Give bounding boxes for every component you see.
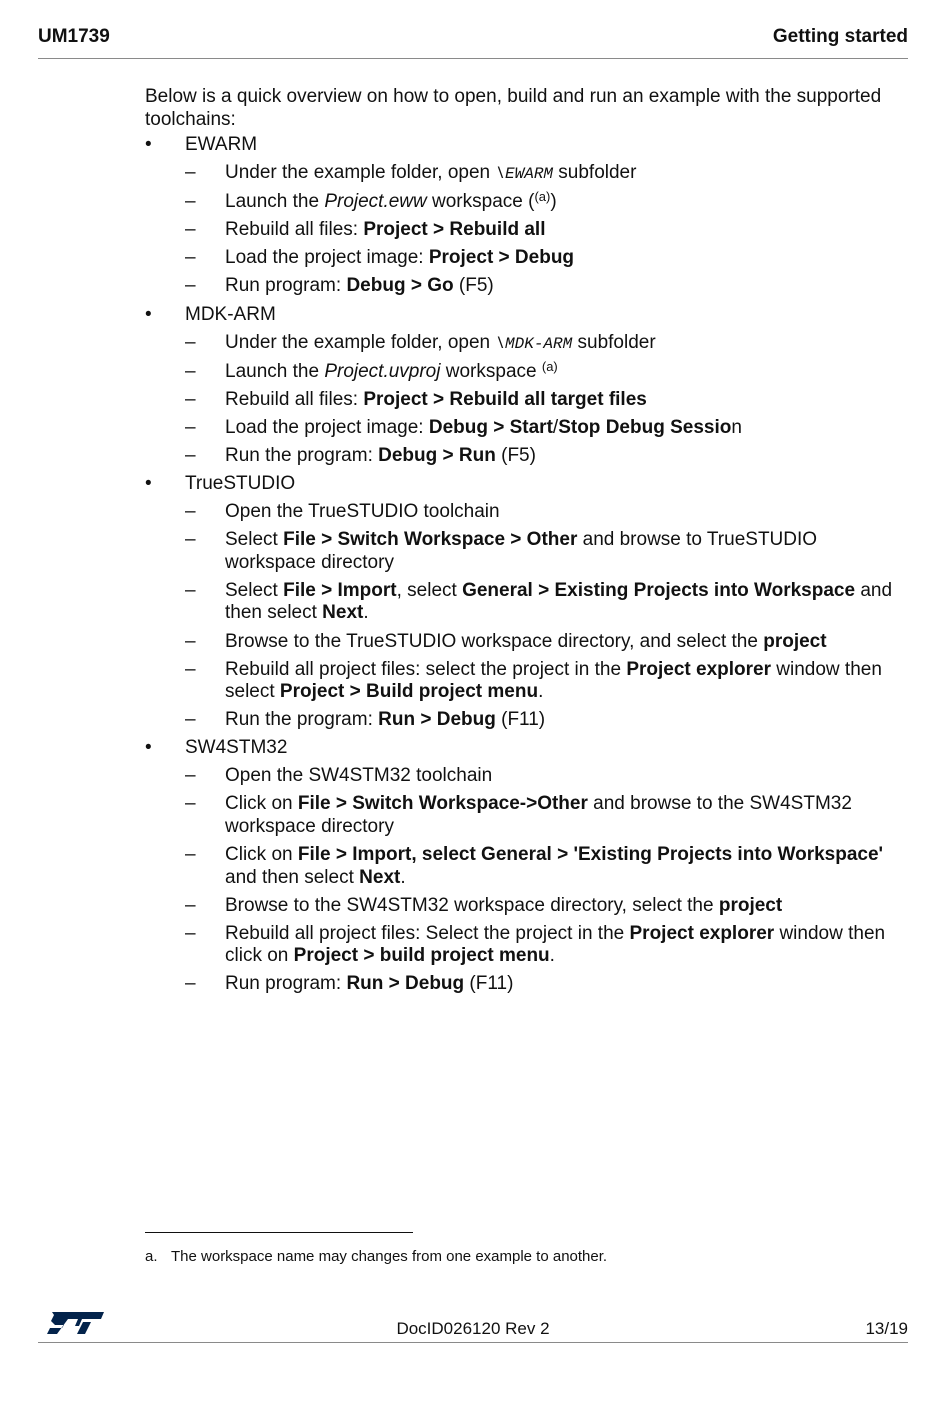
step-text: ) (550, 191, 557, 213)
dash-mark: – (185, 844, 196, 866)
step-item (145, 973, 907, 996)
step-text: Browse to the TrueSTUDIO workspace directory, and select the (225, 630, 764, 652)
menu-path-text: Stop Debug Sessio (558, 416, 732, 438)
step-item (145, 358, 907, 384)
footnote-text: The workspace name may changes from one example to another. (171, 1248, 608, 1265)
step-list (185, 501, 907, 731)
step-item (145, 709, 907, 732)
menu-path-text: Project > Build project menu (279, 681, 539, 703)
step-text: Load the project image: (225, 247, 429, 269)
step-text: Project.uvproj (324, 360, 441, 382)
step-text: and then select (225, 579, 893, 624)
toolchain-name: SW4STM32 (185, 737, 288, 759)
dash-mark: – (185, 529, 196, 551)
step-item (145, 247, 907, 270)
menu-path-text: Project > Debug (428, 247, 575, 269)
folder-name: \MDK-ARM (495, 334, 573, 353)
step-text: Run program: (225, 973, 347, 995)
step-text: (F11) (495, 709, 546, 731)
menu-path-text: Project > build project menu (293, 945, 550, 967)
menu-path-text: Debug > Start (428, 416, 553, 438)
step-text: , select (396, 579, 463, 601)
step-text: Project.eww (324, 191, 427, 213)
step-text: Launch the (225, 191, 325, 213)
step-text: Select (225, 579, 284, 601)
menu-path-text: Debug > Run (378, 445, 496, 467)
step-item (145, 631, 907, 654)
step-text: and browse to TrueSTUDIO workspace directory (225, 529, 818, 573)
toolchain-item (145, 473, 907, 732)
dash-mark: – (185, 360, 196, 382)
step-text: and browse to the SW4STM32 workspace directory (225, 793, 852, 837)
dash-mark: – (185, 247, 196, 269)
menu-path-text: Project > Rebuild all (363, 219, 546, 241)
menu-path-text: File > Switch Workspace->Other (297, 793, 588, 815)
dash-mark: – (185, 630, 196, 652)
step-text: Select (225, 529, 284, 551)
step-text: / (552, 416, 559, 438)
step-item (145, 445, 907, 468)
step-text: (F11) (464, 973, 514, 995)
step-item (145, 275, 907, 298)
dash-mark: – (185, 416, 196, 438)
step-text: Open the TrueSTUDIO toolchain (225, 501, 500, 523)
menu-path-text: Run > Debug (346, 973, 465, 995)
step-list (185, 162, 907, 298)
step-item (145, 923, 907, 968)
step-item (145, 332, 907, 356)
dash-mark: – (185, 445, 196, 467)
step-list (185, 332, 907, 468)
step-item (145, 844, 907, 889)
step-text: Browse to the SW4STM32 workspace directory, select the (225, 894, 719, 916)
footnote-divider (145, 1232, 413, 1233)
step-item (145, 501, 907, 524)
step-text: Run program: (225, 275, 347, 297)
dash-mark: – (185, 219, 196, 241)
step-text: subfolder (572, 331, 656, 353)
step-text: Under the example folder, open (225, 162, 496, 184)
dash-mark: – (185, 793, 196, 815)
step-text: Rebuild all files: (225, 388, 364, 410)
dash-mark: – (185, 922, 196, 944)
step-text: Open the SW4STM32 toolchain (225, 765, 493, 787)
step-text: . (538, 681, 544, 703)
page-number: 13/19 (865, 1319, 908, 1338)
menu-path-text: File > Switch Workspace > Other (283, 529, 578, 551)
section-title: Getting started (772, 26, 908, 47)
menu-path-text: Debug > Go (346, 275, 454, 297)
step-text: n (731, 416, 742, 438)
step-item (145, 389, 907, 412)
step-text: window then click on (225, 922, 886, 967)
step-text: (F5) (495, 445, 536, 467)
toolchain-list (145, 134, 907, 1001)
menu-path-text: project (718, 894, 783, 916)
dash-mark: – (185, 894, 196, 916)
dash-mark: – (185, 765, 196, 787)
toolchain-item (145, 737, 907, 996)
toolchain-item (145, 134, 907, 298)
step-text: Launch the (225, 360, 325, 382)
step-item (145, 191, 907, 214)
step-text: subfolder (553, 162, 637, 184)
step-item (145, 793, 907, 838)
step-text: (F5) (453, 275, 494, 297)
dash-mark: – (185, 275, 196, 297)
dash-mark: – (185, 658, 196, 680)
step-text: workspace ( (426, 191, 535, 213)
footnote (145, 1248, 907, 1266)
menu-path-text: Project explorer (629, 922, 775, 944)
footnote-ref: (a) (534, 189, 551, 205)
step-item (145, 219, 907, 242)
menu-path-text: Next (359, 866, 401, 888)
step-text: Run the program: (225, 445, 379, 467)
menu-path-text: Next (322, 602, 364, 624)
footnote-ref: (a) (541, 358, 558, 374)
page-header (38, 26, 908, 59)
step-text: workspace (440, 360, 542, 382)
folder-name: \EWARM (495, 165, 554, 184)
menu-path-text: Project > Rebuild all target files (363, 388, 647, 410)
intro-paragraph: Below is a quick overview on how to open, build and run an example with the supported toolchains: (145, 86, 882, 130)
toolchain-name: EWARM (185, 134, 258, 155)
dash-mark: – (185, 331, 196, 353)
step-item (145, 580, 907, 625)
dash-mark: – (185, 388, 196, 410)
step-item (145, 417, 907, 440)
step-text: Run the program: (225, 709, 379, 731)
footnote-label: a. (145, 1248, 158, 1265)
dash-mark: – (185, 191, 196, 213)
toolchain-name: MDK-ARM (185, 303, 276, 325)
step-text: Click on (225, 844, 298, 866)
doc-id: DocID026120 Rev 2 (396, 1319, 550, 1338)
menu-path-text: File > Import, select General > 'Existing Projects into Workspace' (297, 844, 884, 866)
dash-mark: – (185, 501, 196, 523)
menu-path-text: General > Existing Projects into Workspace (462, 579, 856, 601)
step-item (145, 162, 907, 186)
step-text: Click on (225, 793, 298, 815)
step-text: window then select (225, 658, 882, 703)
toolchain-name: TrueSTUDIO (185, 473, 296, 495)
step-text: . (363, 602, 369, 624)
step-list (185, 765, 907, 995)
menu-path-text: Run > Debug (378, 709, 496, 731)
step-text: Load the project image: (225, 416, 429, 438)
bullet-mark: • (145, 134, 152, 155)
dash-mark: – (185, 579, 196, 601)
toolchain-item (145, 304, 907, 468)
page-footer (38, 1310, 908, 1343)
menu-path-text: project (763, 630, 827, 652)
document-code: UM1739 (38, 26, 110, 47)
step-text: Rebuild all project files: Select the project in the (225, 922, 630, 944)
bullet-mark: • (145, 303, 152, 325)
step-text: Rebuild all project files: select the project in the (225, 658, 627, 680)
step-text: Rebuild all files: (225, 219, 364, 241)
bullet-mark: • (145, 737, 152, 759)
dash-mark: – (185, 162, 196, 184)
bullet-mark: • (145, 473, 152, 495)
step-text: . (400, 866, 406, 888)
dash-mark: – (185, 709, 196, 731)
step-text: Under the example folder, open (225, 331, 496, 353)
step-item (145, 529, 907, 574)
menu-path-text: File > Import (283, 579, 397, 601)
step-text: and then select (225, 866, 360, 888)
step-item (145, 765, 907, 788)
step-item (145, 659, 907, 704)
step-item (145, 895, 907, 918)
step-text: . (549, 945, 555, 967)
dash-mark: – (185, 973, 196, 995)
menu-path-text: Project explorer (626, 658, 771, 680)
